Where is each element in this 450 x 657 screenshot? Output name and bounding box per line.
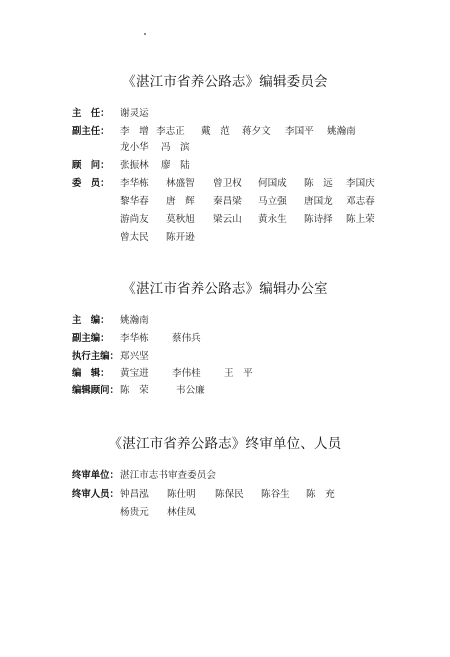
unit-text: 湛江市志书审查委员会 <box>120 470 216 481</box>
name: 李华栋 <box>120 178 149 189</box>
name: 秦昌梁 <box>213 196 242 207</box>
people-names-line2 <box>120 506 215 520</box>
deputy-editor-label: 副主编： <box>72 333 110 344</box>
name: 戴 范 <box>201 126 230 137</box>
name: 蒋夕文 <box>242 126 271 137</box>
member-names-line3 <box>120 213 388 227</box>
name: 李志正 <box>156 126 185 137</box>
name: 马立强 <box>258 196 287 207</box>
member-names-line1 <box>120 177 388 191</box>
name: 李华栋 <box>120 333 149 344</box>
member-names-line2 <box>120 195 388 209</box>
name: 陈 远 <box>304 178 333 189</box>
deputy-editor-names <box>120 332 222 346</box>
name: 龙小华 <box>120 142 149 153</box>
people-names-line1 <box>120 488 346 502</box>
name: 曾卫权 <box>213 178 242 189</box>
name: 王 平 <box>224 368 253 379</box>
name: 冯 滨 <box>161 142 190 153</box>
name: 钟昌泓 <box>120 489 149 500</box>
name: 陈 荣 <box>120 385 149 396</box>
name: 陈仕明 <box>167 489 196 500</box>
name: 杨贵元 <box>120 507 149 518</box>
name: 郑兴坚 <box>120 351 149 362</box>
unit-name <box>120 469 216 483</box>
people-row <box>72 488 119 502</box>
advisor-row <box>72 159 110 173</box>
name: 姚瀚南 <box>120 315 149 326</box>
advisor-label: 顾 问： <box>72 160 110 171</box>
consultant-names <box>120 384 226 398</box>
name: 黎华春 <box>120 196 149 207</box>
people-label: 终审人员： <box>72 489 119 500</box>
name: 林佳凤 <box>167 507 196 518</box>
name: 姚瀚南 <box>327 126 356 137</box>
member-label: 委 员： <box>72 178 110 189</box>
deputy-editor-row <box>72 332 110 346</box>
name: 莫秋旭 <box>166 214 195 225</box>
deputy-row <box>72 125 110 139</box>
name: 陈保民 <box>215 489 244 500</box>
director-label: 主 任： <box>72 108 110 119</box>
name: 李国平 <box>285 126 314 137</box>
editor-label: 主 编： <box>72 315 110 326</box>
name: 陈开逊 <box>166 232 195 243</box>
scan-speck <box>144 33 146 35</box>
director-row <box>72 107 110 121</box>
consultant-label: 编辑顾问： <box>72 385 119 396</box>
name: 李 增 <box>120 126 149 137</box>
name: 何国成 <box>258 178 287 189</box>
director-names <box>120 107 170 121</box>
section1-title: 《湛江市省养公路志》编辑委员会 <box>122 74 328 90</box>
name: 林盛智 <box>166 178 195 189</box>
name: 邓志春 <box>346 196 375 207</box>
name: 唐国龙 <box>304 196 333 207</box>
name: 陈 充 <box>306 489 335 500</box>
name: 蔡伟兵 <box>172 333 201 344</box>
name: 黄永生 <box>258 214 287 225</box>
editor-names <box>120 314 170 328</box>
name: 唐 辉 <box>166 196 195 207</box>
section2-title: 《湛江市省养公路志》编辑办公室 <box>122 281 328 297</box>
member-row <box>72 177 110 191</box>
staff-row <box>72 367 110 381</box>
deputy-label: 副主任： <box>72 126 110 137</box>
name: 张振林 <box>120 160 149 171</box>
unit-row <box>72 469 119 483</box>
name: 曾太民 <box>120 232 149 243</box>
exec-editor-label: 执行主编： <box>72 351 119 362</box>
staff-label: 编 辑： <box>72 368 110 379</box>
name: 梁云山 <box>213 214 242 225</box>
staff-names <box>120 367 264 381</box>
consultant-row <box>72 384 119 398</box>
deputy-names-line2 <box>120 141 201 155</box>
name: 廖 陆 <box>161 160 190 171</box>
name: 陈谷生 <box>261 489 290 500</box>
name: 李伟桂 <box>172 368 201 379</box>
unit-label: 终审单位： <box>72 470 119 481</box>
name: 谢灵运 <box>120 108 149 119</box>
exec-editor-row <box>72 350 119 364</box>
name: 黄宝进 <box>120 368 149 379</box>
name: 陈诗择 <box>304 214 333 225</box>
section3-title: 《湛江市省养公路志》终审单位、人员 <box>108 436 342 452</box>
editor-row <box>72 314 110 328</box>
advisor-names <box>120 159 201 173</box>
exec-editor-names <box>120 350 170 364</box>
name: 李国庆 <box>346 178 375 189</box>
name: 游尚友 <box>120 214 149 225</box>
name: 陈上荣 <box>346 214 375 225</box>
name: 韦公廉 <box>176 385 205 396</box>
member-names-line4 <box>120 231 213 245</box>
deputy-names-line1 <box>120 125 369 139</box>
